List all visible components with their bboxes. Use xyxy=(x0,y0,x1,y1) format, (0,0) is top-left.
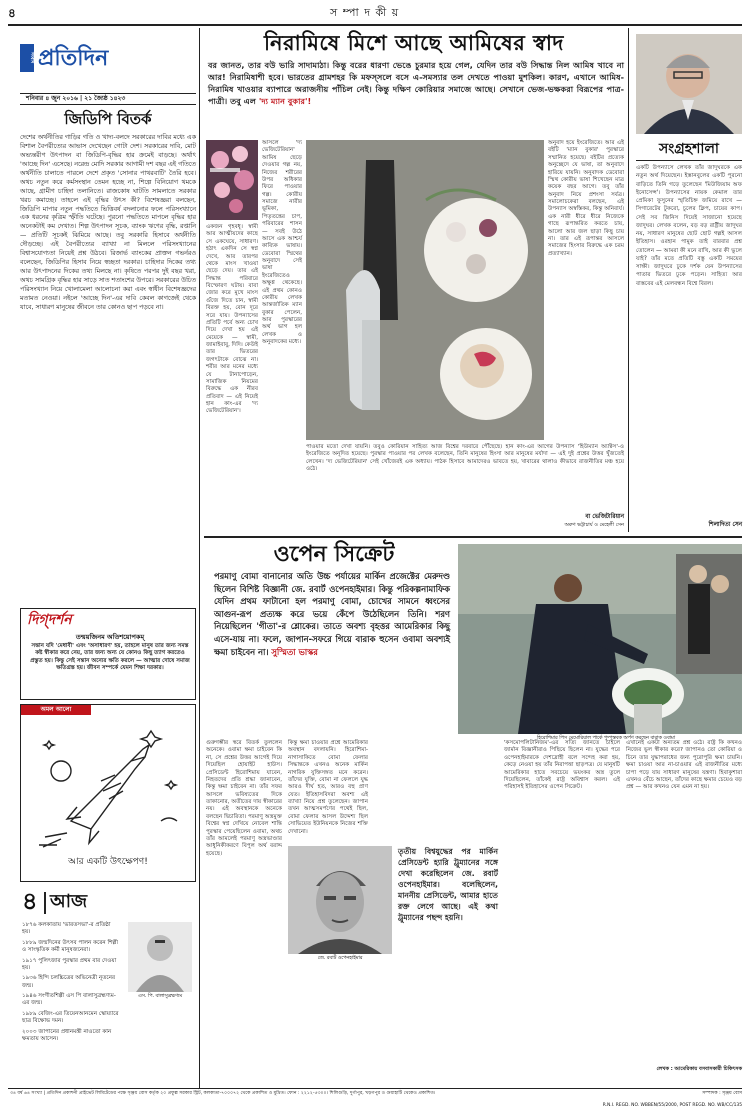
sidebar-divider xyxy=(628,28,629,532)
editorial-title: জিডিপি বিতর্ক xyxy=(64,110,152,128)
feature1-lede-text: বর জানত, তার বউ ভারি সাদামাঠা। কিন্তু বরের ধারণা ভেঙে চুরমার হয়ে গেল, যেদিন তার বউ সিদ্ধান্ত নিল আমিষ খাবে না আর! নিরামিষাশী হবে। ভারতের গ্রামশহর কি মফস্সলে বসে এ-সমস্যার তল দেখতে পাওয়া মুশকিল। কারণ, এখানে আমিষ-নিরামিষ খাওয়ার ব্যাপারে অরাজনীয় পাঁচিল নেই। কিন্তু দক্ষিণ কোরিয়ার সমাজে আছে। সেখানে ভেজ-ভক্ষকরা বিরূপের পাত্র-পাত্রী। তবু এল xyxy=(208,60,624,106)
feature2-col2: কিন্তু ক্ষমা চাওয়ার প্রশ্নে আমেরিকার অবস্থান বদলায়নি। হিরোশিমা-নাগাসাকিতে বোমা ফেলার সিদ্ধান্তকে এখনও অনেক মার্কিন নাগরিক যুক্তিসঙ্গত মনে করেন। তাঁদের যুক্তি, বোমা না ফেললে যুদ্ধ আরও দীর্ঘ হত, আরও বহু প্রাণ যেত। ইতিহাসবিদরা অবশ্য এই ব্যাখ্যা নিয়ে প্রশ্ন তুলেছেন। জাপান তখন আত্মসমর্পণের পথেই ছিল, বোমা ফেলার আসল উদ্দেশ্য ছিল সোভিয়েত ইউনিয়নকে নিজের শক্তি দেখানো। xyxy=(288,740,368,835)
feature1-byline-name: বা ভেজিটারিয়ান xyxy=(585,514,624,520)
author-portrait-icon xyxy=(636,34,742,134)
feature1-col2: আসলে 'দ্য ভেজিটেরিয়ান' আমিষ ছেড়ে দেওয়ার গল্প নয়, নিজের শরীরের উপর অধিকার ফিরে পাওয়ার গল্প। কোরীয় সমাজে নারীর ভূমিকা, পিতৃতন্ত্রের চাপ, পরিবারের শাসন — সবই উঠে আসে এক আশ্চর্য কাব্যিক ভাষায়। ডেবোরা স্মিথের অনুবাদে সেই ভাষা ইংরেজিতেও অক্ষুণ্ণ থেকেছে। এই প্রথম কোনও কোরীয় লেখক আন্তর্জাতিক ম্যান বুকার পেলেন, আর পুরস্কারের অর্থ ভাগ হল লেখক ও অনুবাদকের মধ্যে। xyxy=(262,140,302,346)
footer-rule xyxy=(8,1088,742,1089)
aaj-entry: ১৮৮৯ জন্মদিনের উৎসব পালন করেন শিল্পী ও সাংস্কৃতিক কর্মী মানুষজনেরা। xyxy=(22,939,119,954)
quote-text: সন্তান যদি 'মেধাবী' এবং 'অসাধারণ' হয়, তাহলে মানুষ তার জন্য সমস্ত কষ্ট স্বীকার করে নেয়, তার জন্য অন্য যে কোনও কিছু ত্যাগ করতেও প্রস্তুত হয়। কিন্তু সেই সন্তান অন্যের ক্ষতি করলে — আত্মার দোষে সমাজ ক্ষতিগ্রস্ত হয়। জীবন সম্পর্কে যেমন শিক্ষা দরকার। xyxy=(30,643,190,672)
masthead-brand-name: প্রতিদিন xyxy=(38,46,109,71)
aaj-entry: ১৯৮৯ বেজিং-এর তিয়েনআনমেন স্কোয়্যারে ছাত্র বিক্ষোভ দমন। xyxy=(22,1010,119,1025)
sidebar-title: সংগ্রহশালা xyxy=(659,141,719,157)
editorial-body: দেশের অর্থনীতির গাড়ির গতি ও খাদ্য-বলদে সরকারের দাবির মধ্যে এক বিশাল বৈপরীত্যের আভাস দেখেছেন গোটা দেশ। সরকারের দাবি, মোট অভ্যন্তরীণ উৎপাদন বা জিডিপি-বৃদ্ধির হার ক্রমেই বাড়ছে। অর্থাৎ 'আচ্ছে দিন' এসেছে। নরেন্দ্র মোদি সরকার আগামী দশ বছর এই গতিতে অর্থনীতি চালাতে পারলে দেশে প্রকৃত 'সোনার পাথরবাটি' তৈরি হবে। অথচ নতুন করে কর্মসংস্থান তেমন হচ্ছে না, শিল্পে বিনিয়োগ থমকে আছে, গ্রামীণ চাহিদা তলানিতে। রাজকোষ ঘাটতি সামলাতে সরকার খরচ কমাচ্ছে। তাহলে এই বৃদ্ধির উৎস কী? বিশেষজ্ঞরা বলছেন, জিডিপি মাপার নতুন পদ্ধতিতে ভিত্তিবর্ষ বদলানোর ফলে পরিসংখ্যানে এক ধরনের কৃত্রিম স্ফীতি ঘটেছে। পুরনো পদ্ধতিতে মাপলে বৃদ্ধির হার অনেকটাই কম দেখাত। শিল্প উৎপাদন সূচক, ব্যাংক ঋণের বৃদ্ধি, রপ্তানি — প্রতিটি সূচকই ঝিমিয়ে আছে। তবু সরকারি হিসাবে অর্থনীতি দৌড়চ্ছে। এই বৈপরীত্যের ব্যাখ্যা না মিললে পরিসংখ্যানের বিশ্বাসযোগ্যতা নিয়েই প্রশ্ন উঠবে। রিজার্ভ ব্যাংকের প্রাক্তন গভর্নরও বলেছেন, জিডিপির হিসাব নিয়ে স্বচ্ছতা দরকার। চাহিদার দিকের তথ্য আর উৎপাদনের দিকের তথ্য মিলছে না। কৃষিতে পরপর দুই বছর খরা, অথচ সামগ্রিক বৃদ্ধির হার সাড়ে সাত শতাংশের উপরে। সরকারের উচিত পরিসংখ্যান নিয়ে খোলামেলা আলোচনা করা এবং স্বাধীন বিশেষজ্ঞদের মতামত নেওয়া। নইলে 'আচ্ছে দিন'-এর দাবি কেবল কাগজেই থেকে যাবে, সাধারণ মানুষের জীবনে তার কোনও ছাপ পড়বে না। xyxy=(20,134,196,311)
feature2-col4: 'কসমোপলিটানিজম'-এর সত্যি জানতে চাইলে জার্মান বিজ্ঞানীরাও পিছিয়ে ছিলেন না। যুদ্ধের পরে ওপেনহাইমারকে দেশদ্রোহী বলে সন্দেহ করা হয়, কেড়ে নেওয়া হয় তাঁর নিরাপত্তা ছাড়পত্র। যে মানুষটি আমেরিকার হাতে সবচেয়ে ভয়ংকর অস্ত্র তুলে দিয়েছিলেন, তাঁকেই রাষ্ট্র অবিশ্বাস করল। এই পরিহাসই ইতিহাসের ওপেন সিক্রেট। xyxy=(504,740,620,791)
sidebar-title-rule xyxy=(636,160,742,161)
left-column-divider xyxy=(199,28,200,1088)
sidebar-portrait xyxy=(636,34,742,134)
feature2-headline: ওপেন সিক্রেট xyxy=(273,542,395,567)
book-cover-photo xyxy=(206,140,258,220)
quote-heading: দিগ্‌দর্শন xyxy=(27,612,72,628)
feature2-col3: তৃতীয় বিশ্বযুদ্ধের পর মার্কিন প্রেসিডেন্ট হ্যারি ট্রুম্যানের সঙ্গে দেখা করেছিলেন জে. রবার্ট ওপেনহাইমার। বলেছিলেন, মাননীয় প্রেসিডেন্ট, আমার হাতে রক্ত লেগে আছে। এই কথা ট্রুম্যানের পছন্দ হয়নি। xyxy=(398,847,498,922)
cartoon-box xyxy=(20,704,196,882)
cartoon-heading: অমল আলো xyxy=(21,705,91,715)
feature2-author: সুস্মিতা ভাস্কর xyxy=(271,646,318,657)
oppenheimer-photo xyxy=(288,846,392,954)
masthead-brand-small: সংবাদ xyxy=(20,44,34,72)
quote-author: তন্ময়জিনম অতিশয়োপকম্ xyxy=(75,633,145,641)
feature2-byline: লেখক : আমেরিকায় বসবাসকারী চিকিৎসক xyxy=(656,1066,742,1072)
aaj-entry: ১৮৭৬ কলকাতায় 'ভারতসভা'-র প্রতিষ্ঠা হয়। xyxy=(22,922,111,936)
masthead xyxy=(20,30,190,90)
sidebar-byline: শিলাদিত্য সেন xyxy=(708,522,742,528)
feature1-headline: নিরামিষে মিশে আছে আমিষের স্বাদ xyxy=(264,31,564,55)
aaj-portrait-caption: এস. পি. বালাসুব্রহ্মণ্যম xyxy=(137,994,182,999)
oppenheimer-caption: জে. রবার্ট ওপেনহাইমার xyxy=(317,956,363,961)
feature2-lede xyxy=(214,570,450,720)
oppenheimer-portrait-icon xyxy=(288,846,392,954)
feature2-col1: গুরুগম্ভীর স্বরে বিতর্ক তুললেন অনেকে। ওবামা ক্ষমা চাইবেন কি না, সে প্রশ্নের উত্তর আগেই দিয়ে দিয়েছিল হোয়াইট হাউস। প্রেসিডেন্ট হিরোশিমায় যাবেন, নিহতদের প্রতি শ্রদ্ধা জানাবেন, কিন্তু ক্ষমা চাইবেন না। তাঁর সফর আসলে ভবিষ্যতের দিকে তাকানোর, অতীতের দায় স্বীকারের নয়। এই অবস্থানকে অনেকে বলছেন দ্বিচারিতা। পরমাণু অস্ত্রমুক্ত বিশ্বের স্বপ্ন দেখিয়ে নোবেল শান্তি পুরস্কার পেয়েছিলেন ওবামা, অথচ তাঁর আমলেই পরমাণু অস্ত্রভাণ্ডার আধুনিকীকরণে বিপুল অর্থ বরাদ্দ হয়েছে। xyxy=(206,740,282,857)
feature1-col4: পাওয়ার মতো দেখা যায়নি। তবুও কোরিয়ান সাহিত্য আজ বিশ্বের দরবারে পৌঁছেছে। হান কাং-এর আগের উপন্যাস 'হিউম্যান অ্যাক্টস'-ও ইংরেজিতে অনূদিত হয়েছে। পুরস্কার পাওয়ার পর লেখক বলেছেন, তিনি মানুষের হিংসা আর মানুষের মর্যাদা — এই দুই প্রশ্নের উত্তর খুঁজতেই লেখেন। 'দ্য ভেজিটেরিয়ান' সেই খোঁজেরই এক অধ্যায়। পাঠক হিসাবে আমাদেরও ভাবতে হয়, খাবারের থালাও কীভাবে রাজনীতির মঞ্চ হয়ে ওঠে। xyxy=(306,444,624,473)
obama-photo-caption: হিরোশিমার পিস মেমোরিয়াল পার্কে পুষ্পস্তবক অর্পণ করছেন বারাক ওবামা xyxy=(536,736,676,741)
portrait-sketch-icon xyxy=(128,922,192,992)
footer-imprint: ৩৪ বর্ষ ৬৪ সংখ্যা | প্রতিদিন প্রকাশনী প্রাইভেট লিমিটেডের পক্ষে সৃঞ্জয় বোস কর্তৃক ২০ প্রফুল্ল সরকার স্ট্রিট, কলকাতা-৭০০০৭২ থেকে প্রকাশিত ও মুদ্রিত। ফোন : ২২১২-৫৩০০। শিলিগুড়ি, দুর্গাপুর, খড়গপুর ও গুয়াহাটি থেকেও প্রকাশিত। xyxy=(10,1091,436,1096)
aaj-entry: ১৯৪৬ সংগীতশিল্পী এস পি বালাসুব্রহ্মণ্যম-এর জন্ম। xyxy=(22,993,116,1007)
aaj-box xyxy=(20,886,196,1082)
feature1-col1: একজন গৃহবধূ। স্বামী আর আত্মীয়দের কাছে সে একঘেয়ে, সাধারণ। হঠাৎ একদিন সে স্বপ্ন দেখে, আর তারপর থেকে মাংস খাওয়া ছেড়ে দেয়। তার এই সিদ্ধান্ত পরিবারে বিস্ফোরণ ঘটায়। বাবা জোর করে মুখে মাংস গুঁজে দিতে চান, স্বামী বিরক্ত হয়, বোন দূরে সরে যায়। উপন্যাসের প্রতিটি পর্বে অন্য চোখ দিয়ে দেখা হয় এই মেয়েকে — স্বামী, জামাইবাবু, দিদি। কেউই তার ভিতরের জগৎটাকে বোঝে না। শরীর আর মনের মধ্যে যে টানাপোড়েন, সামাজিক নিয়মের বিরুদ্ধে এক নীরব প্রতিবাদ — এই নিয়েই হান কাং-এর 'দ্য ভেজিটেরিয়ান'। xyxy=(206,224,258,415)
feature1-byline-sub: অরুণ ভট্টাচার্য ও মেহেলী সেন xyxy=(564,522,624,528)
masthead-rule xyxy=(20,93,196,94)
rocket-cartoon-illustration xyxy=(31,721,187,851)
knife-food-photo xyxy=(306,140,544,440)
header-rule xyxy=(8,24,742,26)
feature1-col3: অনুবাদ হয়ে ইংরেজিতে। আর এই বইটি 'ম্যান বুকার' পুরস্কারে সম্মানিত হয়েছে। বইটির প্রত্যেক অনুচ্ছেদে যে ভাষা, তা অনুবাদে হারিয়ে যায়নি। অনুবাদক ডেবোরা স্মিথ কোরীয় ভাষা শিখেছেন মাত্র কয়েক বছর আগে। তবু তাঁর অনুবাদ নিয়ে প্রশংসা সর্বত্র। সমালোচকেরা বলছেন, এই উপন্যাস অস্বস্তিকর, কিন্তু অনিবার্য। এক নারী ধীরে ধীরে নিজেকে গাছে রূপান্তরিত করতে চায়, আলো আর জল ছাড়া কিছু চায় না। তার এই রূপান্তর আসলে সমাজের হিংসার বিরুদ্ধে এক চরম প্রত্যাখ্যান। xyxy=(548,140,624,257)
aaj-divider xyxy=(44,892,46,914)
cartoon-caption: আর একটি উৎক্ষেপণ! xyxy=(68,857,148,867)
flowers-icon xyxy=(206,140,258,220)
aaj-entry: ২০০৩ জাপানের প্রধানমন্ত্রী নাওতো কান ক্ষমতায় আসেন। xyxy=(22,1028,112,1042)
mid-page-rule xyxy=(204,536,742,538)
aaj-portrait xyxy=(128,922,192,992)
knife-plate-icon xyxy=(306,140,544,440)
footer-editor: সম্পাদক : সৃঞ্জয় বোস xyxy=(702,1091,742,1096)
aaj-list xyxy=(22,922,120,1082)
aaj-entry: ১৯১৭ পুলিৎজার পুরস্কার প্রথম বার দেওয়া হয়। xyxy=(22,957,117,971)
aaj-entry: ১৯৩৬ হিন্দি চলচ্চিত্রের অভিনেত্রী নূতনের জন্ম। xyxy=(22,975,116,989)
feature1-lede-highlight: 'দ্য ম্যান বুকার'! xyxy=(258,95,312,106)
masthead-rule-2 xyxy=(20,104,196,105)
feature2-col5: এখানেই একটা অন্যতম প্রশ্ন ওঠে। রাষ্ট্র কি কখনও নিজের ভুল স্বীকার করে? জাপানও তো কোরিয়া ও চিনে তার যুদ্ধাপরাধের জন্য পুরোপুরি ক্ষমা চায়নি। ক্ষমা চাওয়া আর না-চাওয়ার এই রাজনীতির মধ্যে চাপা পড়ে যায় সাধারণ মানুষের যন্ত্রণা। হিবাকুশারা এখনও বেঁচে আছেন, তাঁদের কাছে ক্ষমার চেয়েও বড় প্রশ্ন — আর কখনও যেন এমন না হয়। xyxy=(626,740,742,791)
obama-wreath-photo xyxy=(458,544,742,734)
page-number: ৪ xyxy=(8,6,16,20)
footer-registration: R.N.I. REGD. NO. WBBEN/55/2000, POST REGD. NO. WB/CC/135 xyxy=(602,1103,742,1108)
aaj-number: ৪ xyxy=(22,887,38,915)
feature2-col2-bottom xyxy=(288,966,498,1080)
sidebar-body: একটি উপন্যাসে লেখক তাঁর জাদুঘরকে এক নতুন অর্থ দিয়েছেন। ইস্তানবুলের একটি পুরনো বাড়িতে তিনি গড়ে তুলেছেন 'মিউজিয়াম অফ ইনোসেন্স'। উপন্যাসের নায়ক কেমাল তার প্রেমিকা ফুসুনের স্মৃতিচিহ্ন জমিয়ে রাখে — সিগারেটের টুকরো, চুলের ক্লিপ, চায়ের কাপ। সেই সব জিনিস দিয়েই সাজানো হয়েছে জাদুঘর। লেখক বলেন, বড় বড় রাষ্ট্রীয় জাদুঘর নয়, সাধারণ মানুষের ছোট ছোট গল্পই আসল ইতিহাস। ওরহান পামুক তাই বারবার প্রশ্ন তোলেন — আমরা কী মনে রাখি, আর কী ভুলে যাই? তাঁর মতে প্রতিটি বস্তু একটি সময়ের সাক্ষী। জাদুঘরে ঢুকে দর্শক যেন উপন্যাসের পাতার ভিতরে ঢুকে পড়েন। সাহিত্য আর বাস্তবের এই মেলবন্ধন বিশ্বে বিরল। xyxy=(636,165,742,287)
masthead-date: শনিবার ৪ জুন ২০১৬ | ২১ জ্যৈষ্ঠ ১৪২৩ xyxy=(26,95,126,102)
wreath-ceremony-icon xyxy=(458,544,742,734)
feature2-lede-text: পরমাণু বোমা বানানোর অতি উচ্চ পর্যায়ের মার্কিন প্রজেক্টের মেরুদণ্ড ছিলেন বিশিষ্ট বিজ্ঞানী জে. রবার্ট ওপেনহাইমার। কিন্তু পরিকল্পনামাফিক যেদিন প্রথম ফাটানো হল পরমাণু বোমা, চোখের সামনে ধ্বংসের আগুন-রূপ প্রত্যক্ষ করে ভয়ে কেঁপে উঠেছিলেন তিনি। শরণ নিয়েছিলেন 'গীতা'-র শ্লোকের। তাতে অবশ্য বৃহত্তর আমেরিকার কিছু এসে-যায় না। ফলে, জাপান-সফরে গিয়ে বারাক হুসেন ওবামা অবশ্যই ক্ষমা চাইবেন না। xyxy=(214,571,450,657)
quote-box xyxy=(20,608,196,700)
feature1-lede xyxy=(208,60,624,134)
section-title: স ম্পা দ কী য় xyxy=(330,6,400,19)
aaj-label: আজ xyxy=(50,891,88,912)
